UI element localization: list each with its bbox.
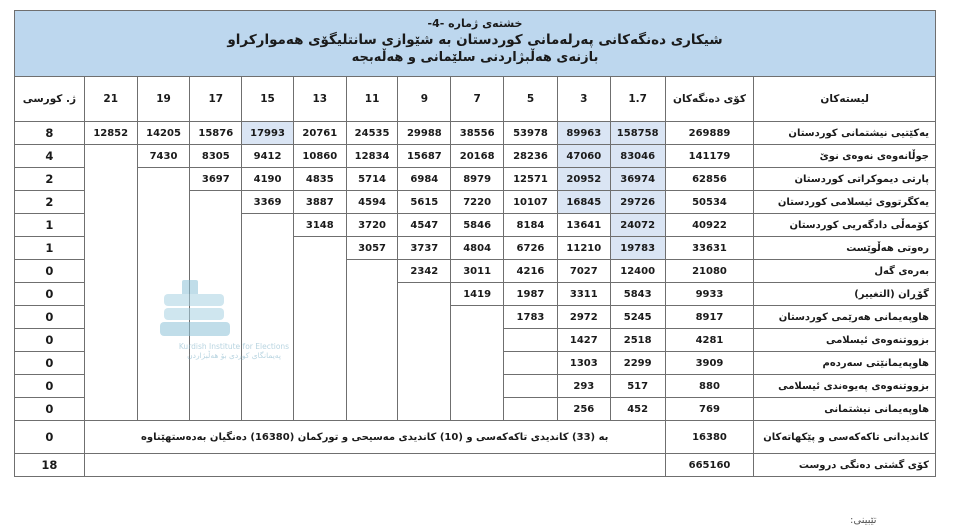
empty-cell bbox=[190, 191, 242, 214]
table-title: شیکاری دەنگەکانی پەرلەمانی کوردستان بە شێوازی سانتلیگۆی هەموارکراو bbox=[227, 32, 723, 48]
empty-cell bbox=[293, 398, 346, 421]
quotient-cell: 6726 bbox=[504, 237, 558, 260]
quotient-cell: 20761 bbox=[293, 122, 346, 145]
header-divisor: 21 bbox=[84, 77, 137, 122]
quotient-cell: 1419 bbox=[451, 283, 504, 306]
results-table bbox=[14, 76, 936, 477]
quotient-cell: 2342 bbox=[398, 260, 451, 283]
quotient-cell: 38556 bbox=[451, 122, 504, 145]
empty-cell bbox=[190, 214, 242, 237]
quotient-cell: 7430 bbox=[137, 145, 190, 168]
candidates-row bbox=[15, 421, 936, 454]
watermark-text-en: Kurdish Institute for Elections bbox=[178, 342, 290, 351]
watermark-logo bbox=[154, 280, 304, 380]
quotient-cell: 256 bbox=[557, 398, 610, 421]
list-name-cell: هاوپەیمانێتی سەردەم bbox=[754, 352, 936, 375]
empty-cell bbox=[84, 214, 137, 237]
list-name-cell: بزووتنەوەی پەیوەندی ئیسلامی bbox=[754, 375, 936, 398]
empty-cell bbox=[84, 191, 137, 214]
empty-cell bbox=[84, 398, 137, 421]
quotient-cell: 3311 bbox=[557, 283, 610, 306]
quotient-cell: 7220 bbox=[451, 191, 504, 214]
quotient-cell: 1987 bbox=[504, 283, 558, 306]
quotient-cell: 4594 bbox=[346, 191, 398, 214]
quotient-cell: 1783 bbox=[504, 306, 558, 329]
empty-cell bbox=[346, 375, 398, 398]
quotient-cell: 4190 bbox=[242, 168, 294, 191]
quotient-cell: 293 bbox=[557, 375, 610, 398]
results-table-container bbox=[14, 10, 936, 477]
list-name-cell: یەکگرتووی ئیسلامی کوردستان bbox=[754, 191, 936, 214]
quotient-cell: 10860 bbox=[293, 145, 346, 168]
quotient-cell: 17993 bbox=[242, 122, 294, 145]
quotient-cell: 15876 bbox=[190, 122, 242, 145]
list-name-cell: کۆی گشتی دەنگی دروست bbox=[754, 454, 936, 477]
header-row bbox=[15, 77, 936, 122]
quotient-cell: 5615 bbox=[398, 191, 451, 214]
seats-cell: 2 bbox=[15, 191, 85, 214]
empty-cell bbox=[346, 260, 398, 283]
empty-cell bbox=[84, 454, 665, 477]
quotient-cell: 4547 bbox=[398, 214, 451, 237]
table-row bbox=[15, 283, 936, 306]
quotient-cell: 12571 bbox=[504, 168, 558, 191]
seats-cell: 0 bbox=[15, 329, 85, 352]
quotient-cell: 4216 bbox=[504, 260, 558, 283]
empty-cell bbox=[84, 329, 137, 352]
empty-cell bbox=[137, 191, 190, 214]
table-number: خشتەی ژمارە -4- bbox=[427, 17, 523, 30]
header-divisor: 13 bbox=[293, 77, 346, 122]
quotient-cell: 3011 bbox=[451, 260, 504, 283]
quotient-cell: 3697 bbox=[190, 168, 242, 191]
table-row bbox=[15, 398, 936, 421]
empty-cell bbox=[190, 398, 242, 421]
quotient-cell: 2518 bbox=[610, 329, 665, 352]
quotient-cell: 36974 bbox=[610, 168, 665, 191]
empty-cell bbox=[137, 214, 190, 237]
empty-cell bbox=[398, 398, 451, 421]
header-divisor: 9 bbox=[398, 77, 451, 122]
empty-cell bbox=[84, 375, 137, 398]
header-divisor: 17 bbox=[190, 77, 242, 122]
table-row bbox=[15, 375, 936, 398]
total-votes-cell: 665160 bbox=[665, 454, 754, 477]
seats-cell: 0 bbox=[15, 260, 85, 283]
quotient-cell: 19783 bbox=[610, 237, 665, 260]
quotient-cell: 517 bbox=[610, 375, 665, 398]
quotient-cell: 3737 bbox=[398, 237, 451, 260]
table-row bbox=[15, 237, 936, 260]
seats-cell: 0 bbox=[15, 421, 85, 454]
quotient-cell: 452 bbox=[610, 398, 665, 421]
quotient-cell: 2972 bbox=[557, 306, 610, 329]
seats-cell: 1 bbox=[15, 237, 85, 260]
list-name-cell: رەوتی هەڵوێست bbox=[754, 237, 936, 260]
quotient-cell: 24072 bbox=[610, 214, 665, 237]
header-divisor: 5 bbox=[504, 77, 558, 122]
total-votes-cell: 269889 bbox=[665, 122, 754, 145]
empty-cell bbox=[242, 398, 294, 421]
quotient-cell: 15687 bbox=[398, 145, 451, 168]
total-votes-cell: 8917 bbox=[665, 306, 754, 329]
list-name-cell: بزووتنەوەی ئیسلامی bbox=[754, 329, 936, 352]
empty-cell bbox=[190, 237, 242, 260]
empty-cell bbox=[451, 306, 504, 329]
total-votes-cell: 141179 bbox=[665, 145, 754, 168]
empty-cell bbox=[137, 237, 190, 260]
quotient-cell: 8305 bbox=[190, 145, 242, 168]
header-total-votes: کۆی دەنگەکان bbox=[665, 77, 754, 122]
quotient-cell: 1427 bbox=[557, 329, 610, 352]
seats-cell: 0 bbox=[15, 375, 85, 398]
quotient-cell: 12834 bbox=[346, 145, 398, 168]
empty-cell bbox=[346, 306, 398, 329]
empty-cell bbox=[346, 283, 398, 306]
table-row bbox=[15, 306, 936, 329]
list-name-cell: هاوپەیمانی هەرێمی کوردستان bbox=[754, 306, 936, 329]
empty-cell bbox=[451, 398, 504, 421]
list-name-cell: کۆمەڵی دادگەریی کوردستان bbox=[754, 214, 936, 237]
quotient-cell: 3369 bbox=[242, 191, 294, 214]
quotient-cell: 5846 bbox=[451, 214, 504, 237]
empty-cell bbox=[137, 168, 190, 191]
quotient-cell: 16845 bbox=[557, 191, 610, 214]
quotient-cell: 5714 bbox=[346, 168, 398, 191]
quotient-cell: 2299 bbox=[610, 352, 665, 375]
seats-cell: 4 bbox=[15, 145, 85, 168]
empty-cell bbox=[504, 375, 558, 398]
total-votes-cell: 50534 bbox=[665, 191, 754, 214]
list-name-cell: پارتی دیموکراتی کوردستان bbox=[754, 168, 936, 191]
table-row bbox=[15, 214, 936, 237]
total-votes-cell: 4281 bbox=[665, 329, 754, 352]
total-votes-cell: 62856 bbox=[665, 168, 754, 191]
candidates-note: بە (33) کاندیدی تاکەکەسی و (10) کاندیدی مەسیحی و تورکمان (16380) دەنگیان بەدەستهێناوە bbox=[84, 421, 665, 454]
empty-cell bbox=[504, 398, 558, 421]
empty-cell bbox=[293, 237, 346, 260]
empty-cell bbox=[504, 352, 558, 375]
total-row bbox=[15, 454, 936, 477]
quotient-cell: 3887 bbox=[293, 191, 346, 214]
quotient-cell: 13641 bbox=[557, 214, 610, 237]
quotient-cell: 29726 bbox=[610, 191, 665, 214]
empty-cell bbox=[242, 237, 294, 260]
seats-cell: 8 bbox=[15, 122, 85, 145]
quotient-cell: 158758 bbox=[610, 122, 665, 145]
quotient-cell: 29988 bbox=[398, 122, 451, 145]
empty-cell bbox=[84, 145, 137, 168]
empty-cell bbox=[84, 237, 137, 260]
quotient-cell: 28236 bbox=[504, 145, 558, 168]
list-name-cell: یەکێتیی نیشتمانی کوردستان bbox=[754, 122, 936, 145]
header-divisor: 19 bbox=[137, 77, 190, 122]
quotient-cell: 3057 bbox=[346, 237, 398, 260]
table-subtitle: بازنەی هەڵبژاردنی سلێمانی و هەڵەبجە bbox=[351, 50, 599, 65]
table-row bbox=[15, 260, 936, 283]
footer-note: تێبینی: bbox=[850, 515, 877, 526]
empty-cell bbox=[398, 352, 451, 375]
total-votes-cell: 9933 bbox=[665, 283, 754, 306]
header-seats: ژ. کورسی bbox=[15, 77, 85, 122]
quotient-cell: 20168 bbox=[451, 145, 504, 168]
watermark-text-ku: پەیمانگای کوردی بۆ هەڵبژاردن bbox=[187, 351, 281, 360]
quotient-cell: 3148 bbox=[293, 214, 346, 237]
table-body bbox=[15, 122, 936, 477]
total-votes-cell: 769 bbox=[665, 398, 754, 421]
total-votes-cell: 33631 bbox=[665, 237, 754, 260]
quotient-cell: 10107 bbox=[504, 191, 558, 214]
table-row bbox=[15, 168, 936, 191]
empty-cell bbox=[137, 398, 190, 421]
quotient-cell: 5245 bbox=[610, 306, 665, 329]
quotient-cell: 11210 bbox=[557, 237, 610, 260]
ballot-box-icon bbox=[154, 280, 244, 340]
list-name-cell: جوڵانەوەی نەوەی نوێ bbox=[754, 145, 936, 168]
empty-cell bbox=[504, 329, 558, 352]
empty-cell bbox=[398, 375, 451, 398]
quotient-cell: 8979 bbox=[451, 168, 504, 191]
empty-cell bbox=[242, 214, 294, 237]
header-divisor: 1.7 bbox=[610, 77, 665, 122]
quotient-cell: 9412 bbox=[242, 145, 294, 168]
empty-cell bbox=[346, 352, 398, 375]
header-divisor: 7 bbox=[451, 77, 504, 122]
total-votes-cell: 40922 bbox=[665, 214, 754, 237]
seats-cell: 1 bbox=[15, 214, 85, 237]
quotient-cell: 3720 bbox=[346, 214, 398, 237]
quotient-cell: 7027 bbox=[557, 260, 610, 283]
table-row bbox=[15, 352, 936, 375]
list-name-cell: کاندیدانی تاکەکەسی و پێکهاتەکان bbox=[754, 421, 936, 454]
header-divisor: 3 bbox=[557, 77, 610, 122]
quotient-cell: 4835 bbox=[293, 168, 346, 191]
total-votes-cell: 16380 bbox=[665, 421, 754, 454]
empty-cell bbox=[398, 306, 451, 329]
seats-cell: 2 bbox=[15, 168, 85, 191]
quotient-cell: 4804 bbox=[451, 237, 504, 260]
seats-cell: 18 bbox=[15, 454, 85, 477]
list-name-cell: گۆڕان (التغيير) bbox=[754, 283, 936, 306]
empty-cell bbox=[451, 329, 504, 352]
empty-cell bbox=[84, 352, 137, 375]
total-votes-cell: 3909 bbox=[665, 352, 754, 375]
empty-cell bbox=[84, 260, 137, 283]
quotient-cell: 12852 bbox=[84, 122, 137, 145]
quotient-cell: 5843 bbox=[610, 283, 665, 306]
list-name-cell: هاوپەیمانی نیشتمانی bbox=[754, 398, 936, 421]
quotient-cell: 24535 bbox=[346, 122, 398, 145]
table-row bbox=[15, 191, 936, 214]
empty-cell bbox=[84, 283, 137, 306]
quotient-cell: 12400 bbox=[610, 260, 665, 283]
quotient-cell: 89963 bbox=[557, 122, 610, 145]
empty-cell bbox=[451, 375, 504, 398]
header-divisor: 15 bbox=[242, 77, 294, 122]
quotient-cell: 1303 bbox=[557, 352, 610, 375]
table-row bbox=[15, 122, 936, 145]
seats-cell: 0 bbox=[15, 398, 85, 421]
table-row bbox=[15, 145, 936, 168]
list-name-cell: بەرەی گەل bbox=[754, 260, 936, 283]
total-votes-cell: 880 bbox=[665, 375, 754, 398]
header-divisor: 11 bbox=[346, 77, 398, 122]
seats-cell: 0 bbox=[15, 352, 85, 375]
seats-cell: 0 bbox=[15, 283, 85, 306]
quotient-cell: 83046 bbox=[610, 145, 665, 168]
table-row bbox=[15, 329, 936, 352]
empty-cell bbox=[398, 329, 451, 352]
quotient-cell: 8184 bbox=[504, 214, 558, 237]
quotient-cell: 14205 bbox=[137, 122, 190, 145]
table-title-block bbox=[14, 10, 936, 76]
empty-cell bbox=[451, 352, 504, 375]
total-votes-cell: 21080 bbox=[665, 260, 754, 283]
quotient-cell: 20952 bbox=[557, 168, 610, 191]
empty-cell bbox=[398, 283, 451, 306]
header-list: لیستەکان bbox=[754, 77, 936, 122]
empty-cell bbox=[346, 329, 398, 352]
quotient-cell: 47060 bbox=[557, 145, 610, 168]
empty-cell bbox=[346, 398, 398, 421]
empty-cell bbox=[84, 306, 137, 329]
quotient-cell: 53978 bbox=[504, 122, 558, 145]
empty-cell bbox=[84, 168, 137, 191]
quotient-cell: 6984 bbox=[398, 168, 451, 191]
seats-cell: 0 bbox=[15, 306, 85, 329]
